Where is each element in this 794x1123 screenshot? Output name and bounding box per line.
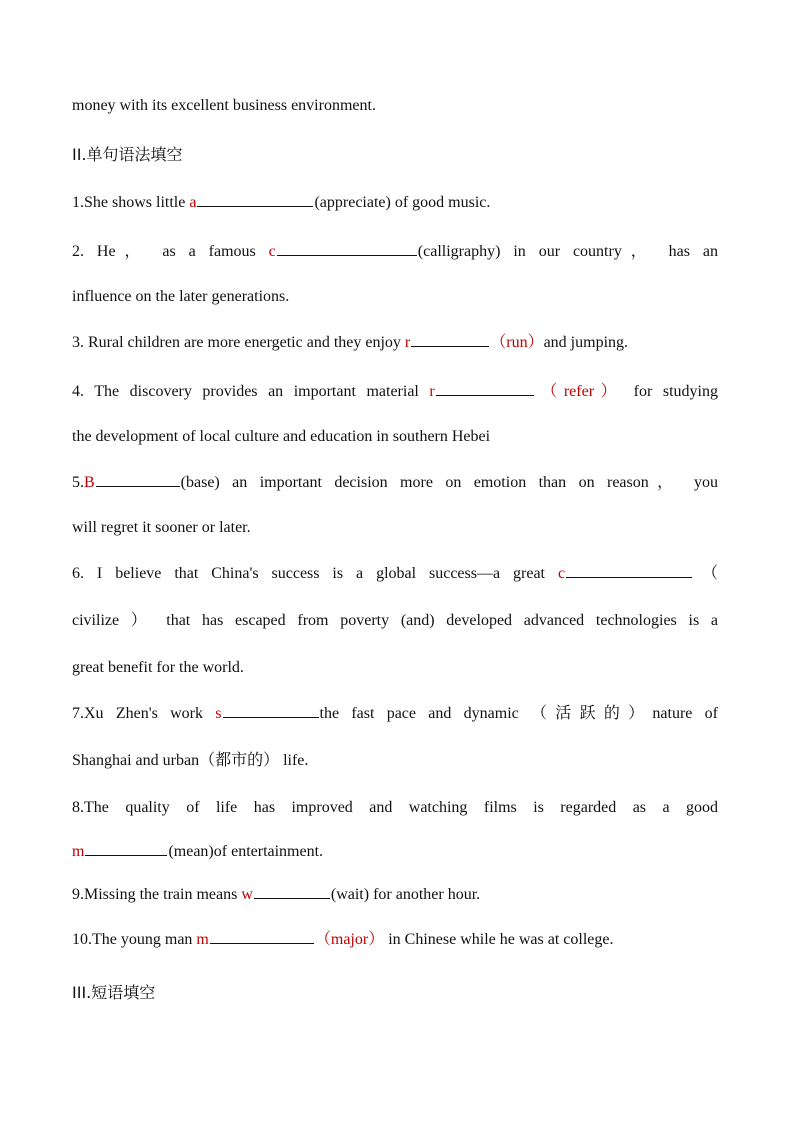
question-1	[72, 191, 718, 213]
question-text: 10.The young man	[72, 931, 197, 948]
hint-letter: r	[429, 383, 435, 400]
word-hint: （refer）	[534, 383, 624, 400]
question-text: 6. I believe that China's success is a global success—a great	[72, 565, 558, 582]
hint-letter: s	[215, 705, 222, 722]
answer-blank[interactable]	[197, 191, 313, 207]
hint-letter: B	[84, 474, 95, 491]
question-text: (appreciate) of good music.	[314, 194, 491, 211]
question-3	[72, 331, 718, 353]
hint-letter: a	[189, 194, 197, 211]
answer-blank[interactable]	[85, 840, 167, 856]
text-line: Shanghai and urban（都市的） life.	[72, 752, 309, 769]
question-text: 5.	[72, 474, 84, 491]
word-hint: （major）	[314, 931, 385, 948]
text-line: will regret it sooner or later.	[72, 519, 251, 536]
answer-blank[interactable]	[210, 928, 314, 944]
question-5	[72, 471, 718, 493]
hint-letter: c	[557, 565, 566, 582]
question-9	[72, 883, 718, 905]
answer-blank[interactable]	[436, 380, 534, 396]
question-text: for studying	[623, 383, 718, 400]
section-heading-phrases: III.短语填空	[72, 983, 156, 1002]
question-text: 3. Rural children are more energetic and they enjoy	[72, 334, 405, 351]
question-8: 8.The quality of life has improved and watching films is regarded as a good	[72, 799, 718, 816]
hint-letter: w	[241, 886, 253, 903]
question-text: 9.Missing the train means	[72, 886, 242, 903]
question-2	[72, 240, 718, 262]
answer-blank[interactable]	[277, 240, 417, 256]
answer-blank[interactable]	[223, 702, 319, 718]
word-hint: （run）	[490, 334, 544, 351]
question-text: （	[693, 565, 718, 582]
hint-letter: r	[404, 334, 411, 351]
answer-blank[interactable]	[96, 471, 180, 487]
section-heading-grammar: II.单句语法填空	[72, 145, 183, 164]
question-text: (mean)of entertainment.	[168, 843, 324, 860]
question-8-continued	[72, 840, 718, 862]
answer-blank[interactable]	[566, 562, 692, 578]
answer-blank[interactable]	[254, 883, 330, 899]
question-4	[72, 380, 718, 402]
question-text: 4. The discovery provides an important material	[72, 383, 430, 400]
answer-blank[interactable]	[411, 331, 489, 347]
text-line: money with its excellent business environment.	[72, 97, 376, 114]
question-text: the fast pace and dynamic （活跃的）nature of	[319, 705, 718, 722]
hint-letter: c	[268, 243, 276, 260]
text-line: influence on the later generations.	[72, 288, 290, 305]
question-7	[72, 702, 718, 724]
question-text: in Chinese while he was at college.	[384, 931, 614, 948]
question-6	[72, 562, 718, 584]
hint-letter: m	[72, 843, 85, 860]
question-text: 2. He， as a famous	[72, 243, 269, 260]
question-10	[72, 928, 718, 950]
question-text: 7.Xu Zhen's work	[72, 705, 216, 722]
question-text: (calligraphy) in our country， has an	[417, 243, 718, 260]
text-line: the development of local culture and education in southern Hebei	[72, 428, 491, 445]
question-text: (wait) for another hour.	[330, 886, 481, 903]
question-text: and jumping.	[543, 334, 629, 351]
hint-letter: m	[196, 931, 209, 948]
question-text: 1.She shows little	[72, 194, 190, 211]
text-line: great benefit for the world.	[72, 659, 244, 676]
text-line: civilize ） that has escaped from poverty (and) developed advanced technologies is a	[72, 612, 718, 629]
question-text: (base) an important decision more on emotion than on reason， you	[180, 474, 718, 491]
